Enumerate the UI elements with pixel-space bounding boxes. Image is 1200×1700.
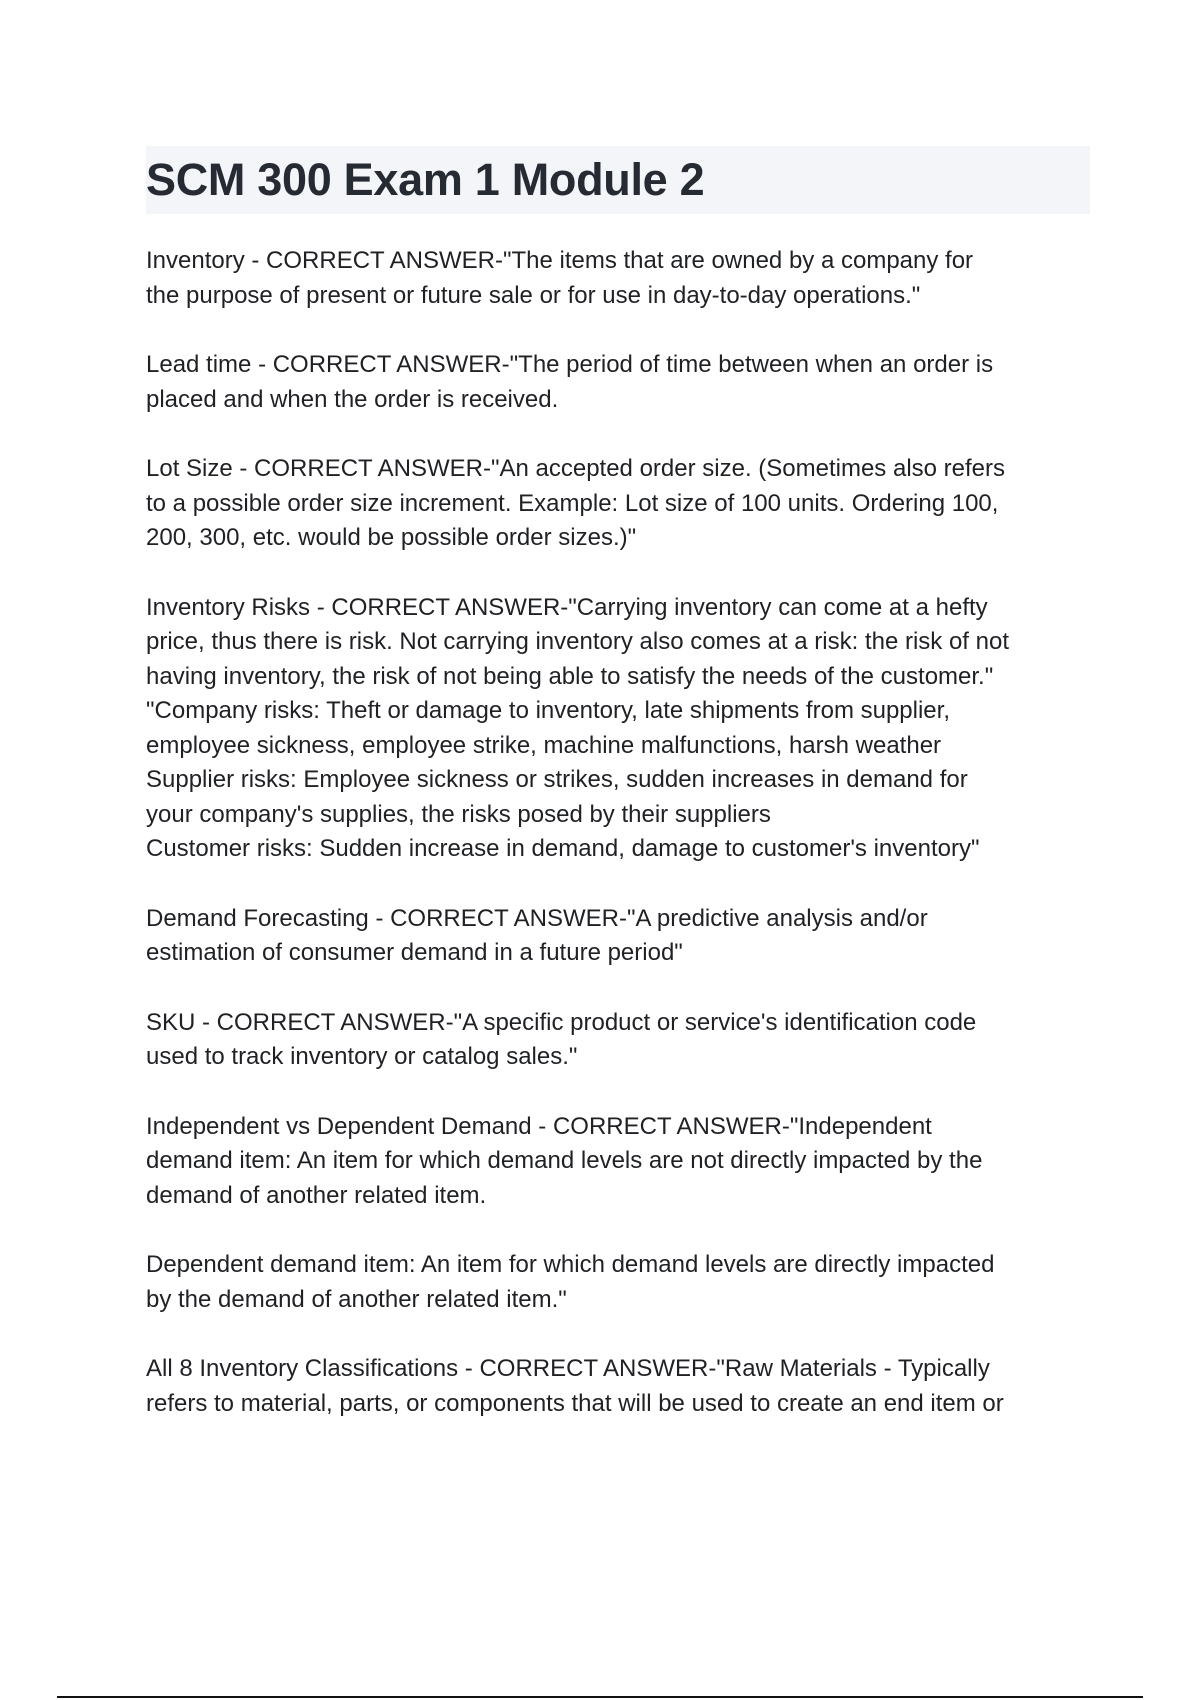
text-line: All 8 Inventory Classifications - CORRECT ANSWER-"Raw Materials - Typically [146, 1355, 990, 1382]
text-line: your company's supplies, the risks posed by their suppliers [146, 800, 771, 828]
page-title: SCM 300 Exam 1 Module 2 [146, 154, 705, 205]
entry-inventory-classifications [146, 1352, 1096, 1421]
text-line: refers to material, parts, or components that will be used to create an end item or [146, 1389, 1004, 1417]
text-line: Supplier risks: Employee sickness or strikes, sudden increases in demand for [146, 766, 968, 793]
text-line: Lead time - CORRECT ANSWER-"The period of time between when an order is [146, 351, 994, 378]
text-line: used to track inventory or catalog sales." [146, 1043, 578, 1070]
entry-lot-size [146, 452, 1096, 556]
text-line: Demand Forecasting - CORRECT ANSWER-"A predictive analysis and/or [146, 904, 928, 932]
text-line: Inventory Risks - CORRECT ANSWER-"Carrying inventory can come at a hefty [146, 593, 988, 621]
text-line: having inventory, the risk of not being able to satisfy the needs of the customer." [146, 662, 994, 690]
text-line: Customer risks: Sudden increase in demand, damage to customer's inventory" [146, 835, 980, 862]
text-line: demand of another related item. [146, 1181, 487, 1209]
text-line: Dependent demand item: An item for which demand levels are directly impacted [146, 1251, 995, 1278]
entry-inventory [146, 244, 1096, 313]
document-body [146, 244, 1096, 1456]
text-line: SKU - CORRECT ANSWER-"A specific product or service's identification code [146, 1008, 977, 1036]
entry-dependent-demand-item [146, 1248, 1096, 1317]
text-line: to a possible order size increment. Example: Lot size of 100 units. Ordering 100, [146, 489, 999, 517]
entry-lead-time [146, 348, 1096, 417]
text-line: placed and when the order is received. [146, 385, 559, 413]
text-line: employee sickness, employee strike, machine malfunctions, harsh weather [146, 731, 942, 759]
entry-sku [146, 1006, 1096, 1075]
entry-inventory-risks [146, 591, 1096, 867]
entry-demand-forecasting [146, 902, 1096, 971]
text-line: by the demand of another related item." [146, 1285, 567, 1313]
entry-independent-vs-dependent-demand [146, 1110, 1096, 1214]
text-line: the purpose of present or future sale or for use in day-to-day operations." [146, 281, 921, 309]
footer-divider [57, 1696, 1143, 1698]
text-line: 200, 300, etc. would be possible order sizes.)" [146, 524, 637, 551]
text-line: Lot Size - CORRECT ANSWER-"An accepted order size. (Sometimes also refers [146, 455, 1006, 482]
text-line: estimation of consumer demand in a future period" [146, 939, 683, 966]
text-line: Inventory - CORRECT ANSWER-"The items that are owned by a company for [146, 247, 974, 274]
text-line: price, thus there is risk. Not carrying inventory also comes at a risk: the risk of not [146, 628, 1009, 655]
text-line: Independent vs Dependent Demand - CORRECT ANSWER-"Independent [146, 1112, 932, 1140]
text-line: demand item: An item for which demand levels are not directly impacted by the [146, 1147, 983, 1174]
text-line: "Company risks: Theft or damage to inventory, late shipments from supplier, [146, 697, 950, 724]
